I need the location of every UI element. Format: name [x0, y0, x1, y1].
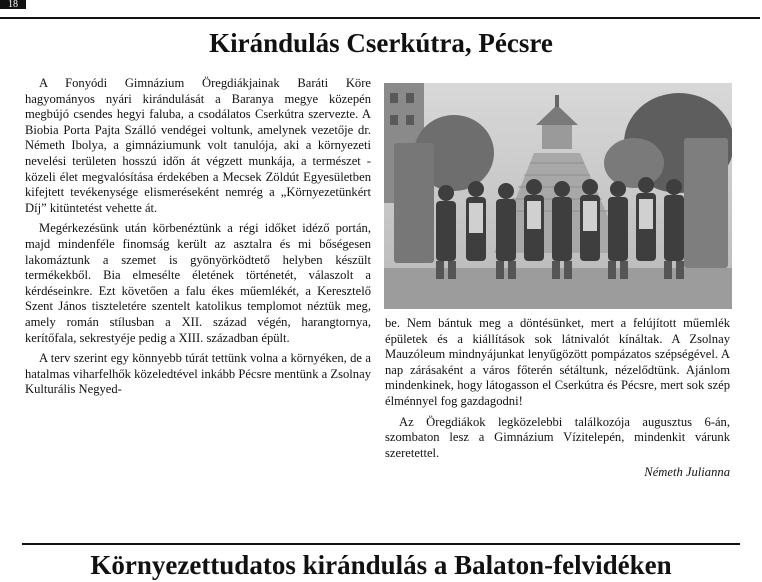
left-column — [25, 76, 371, 398]
page-number: 18 — [0, 0, 26, 9]
header-rule — [0, 17, 760, 19]
paragraph: be. Nem bántuk meg a döntésünket, mert a felújított műemlék épületek és a kiállítások sok látnivalót kínáltak. A Zsolnay Mauzóleum mindnyájunkat lenyűgözött pompázatos szépségével. A nap zárásaként a város főterén sétáltunk, nézelődtünk. Ajánlom mindenkinek, hogy látogasson el Cserkútra és Pécsre, mert sok szép élménnyel fog gazdagodni! — [385, 316, 730, 408]
author-signature: Németh Julianna — [644, 465, 730, 480]
paragraph: Az Öregdiákok legközelebbi találkozója augusztus 6-án, szombaton lesz a Gimnázium Vízitelepén, mindenkit várunk szeretettel. — [385, 414, 730, 460]
page-header — [0, 0, 762, 19]
group-photo — [384, 83, 732, 309]
right-column — [385, 316, 730, 481]
next-article-title: Környezettudatos kirándulás a Balaton-felvidéken — [90, 550, 672, 580]
article-divider — [22, 543, 740, 545]
paragraph: A Fonyódi Gimnázium Öregdiákjainak Baráti Köre hagyományos nyári kirándulását a Baranya megye közepén megbújó csendes hegyi faluba, a csodálatos Cserkútra szervezte. A Biobia Porta Pajta Szálló vendégei voltunk, amelynek vezetője dr. Németh Ibolya, a gimnáziumunk volt tanulója, aki a környezeti nevelési területen hosszú időn át végzett munkája, a természet - közeli élet megvalósítása érdekében a Mecsek Zöldút Egyesületben kifejtett tevékenysége elismeréseként nemrég a „Környezetünkért Díj” kitüntetést vehette át. — [25, 76, 371, 215]
group-photo-image — [384, 83, 732, 309]
paragraph: Megérkezésünk után körbenéztünk a régi időket idéző portán, majd mindenféle finomság került az asztalra és mi bőségesen lakomáztunk a szemet is gyönyörködtető helyben készült termékekből. Bia elmesélte életének történetét, válaszolt a kérdéseinkre. Ezt követően a falu ékes műemlékét, a Keresztelő Szent János tiszteletére szentelt katolikus templomot néztük meg, amely román stílusban a XII. század végén, harangtornya, kerítőfala, sekrestyéje pedig a XIII. században épült. — [25, 221, 371, 345]
paragraph: A terv szerint egy könnyebb túrát tettünk volna a környéken, de a hatalmas viharfelhők közeledtével inkább Pécsre mentünk a Zsolnay Kulturális Negyed- — [25, 351, 371, 397]
article-title: Kirándulás Cserkútra, Pécsre — [209, 28, 553, 58]
